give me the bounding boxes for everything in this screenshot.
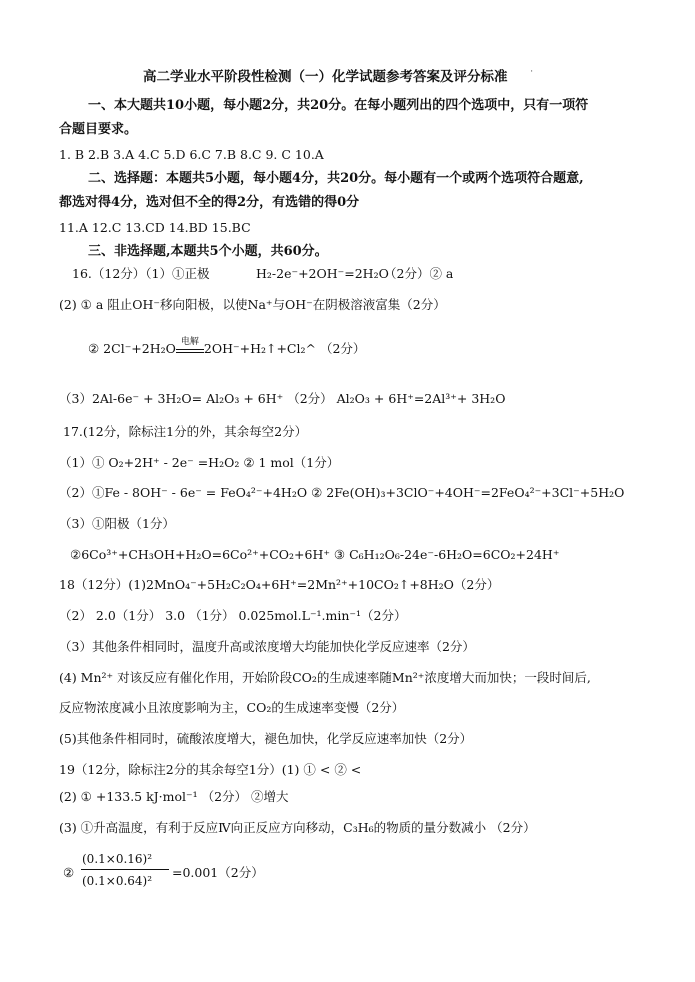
page-title: 高二学业水平阶段性检测（一）化学试题参考答案及评分标准 xyxy=(143,69,508,85)
q16-part2-a: (2) ① a 阻止OH⁻移向阳极，以使Na⁺与OH⁻在阴极溶液富集（2分） xyxy=(59,297,446,312)
q18-part1: 18（12分）(1)2MnO₄⁻+5H₂C₂O₄+6H⁺=2Mn²⁺+10CO₂↑+8H₂O（2分） xyxy=(59,577,500,592)
section2-answers: 11.A 12.C 13.CD 14.BD 15.BC xyxy=(59,220,251,235)
q16-part1-c: （2分）② a xyxy=(384,266,454,281)
q16-electrolysis-left: ② 2Cl⁻+2H₂O xyxy=(88,341,176,356)
fraction-numerator: (0.1×0.16)² xyxy=(82,852,153,866)
section1-line1: 一、本大题共10小题，每小题2分，共20分。在每小题列出的四个选项中，只有一项符 xyxy=(88,98,589,113)
q18-part5: (5)其他条件相同时，硫酸浓度增大，褪色加快，化学反应速率加快（2分） xyxy=(59,731,473,746)
q16-part1-a: 16.（12分）（1）①正极 xyxy=(72,266,210,281)
q17-header: 17.(12分，除标注1分的外，其余每空2分） xyxy=(63,424,308,439)
section1-answers: 1. B 2.B 3.A 4.C 5.D 6.C 7.B 8.C 9. C 10.A xyxy=(59,147,324,162)
q16-part3: （3）2Al-6e⁻ + 3H₂O= Al₂O₃ + 6H⁺ （2分） Al₂O₃ + 6H⁺=2Al³⁺+ 3H₂O xyxy=(59,391,506,406)
q18-part4-b: 反应物浓度减小且浓度影响为主，CO₂的生成速率变慢（2分） xyxy=(59,700,405,715)
corner-mark: ' xyxy=(531,70,533,77)
q17-part2: （2）①Fe - 8OH⁻ - 6e⁻ = FeO₄²⁻+4H₂O ② 2Fe(OH)₃+3ClO⁻+4OH⁻=2FeO₄²⁻+3Cl⁻+5H₂O xyxy=(59,485,625,500)
q16-part2-b xyxy=(88,336,366,357)
q19-part3-b-result: =0.001（2分） xyxy=(172,865,264,880)
q19-part3-b-mark: ② xyxy=(63,865,75,880)
section1-line2: 合题目要求。 xyxy=(59,122,138,137)
q16-electrolysis-right: 2OH⁻+H₂↑+Cl₂^ （2分） xyxy=(203,341,366,356)
q17-part1: （1）① O₂+2H⁺ - 2e⁻ =H₂O₂ ② 1 mol（1分） xyxy=(59,455,340,470)
q17-part3-b: ②6Co³⁺+CH₃OH+H₂O=6Co²⁺+CO₂+6H⁺ ③ C₆H₁₂O₆-24e⁻-6H₂O=6CO₂+24H⁺ xyxy=(70,547,560,562)
q19-part1: 19（12分，除标注2分的其余每空1分）(1) ① < ② < xyxy=(59,762,362,777)
q18-part4-a: (4) Mn²⁺ 对该反应有催化作用，开始阶段CO₂的生成速率随Mn²⁺浓度增大而加快；一段时间后, xyxy=(59,670,591,685)
fraction-bar xyxy=(81,869,169,870)
q19-part3-a: (3) ①升高温度，有利于反应Ⅳ向正反应方向移动，C₃H₆的物质的量分数减小 （2分） xyxy=(59,820,536,835)
section2-line1: 二、选择题：本题共5小题，每小题4分，共20分。每小题有一个或两个选项符合题意, xyxy=(88,171,584,186)
section2-line2: 都选对得4分，选对但不全的得2分，有选错的得0分 xyxy=(59,195,360,210)
electrolysis-condition: 电解 xyxy=(180,336,199,347)
q18-part2: （2） 2.0（1分） 3.0 （1分） 0.025mol.L⁻¹.min⁻¹（2分） xyxy=(59,608,407,623)
fraction-denominator: (0.1×0.64)² xyxy=(82,874,153,888)
electrolysis-arrow xyxy=(176,336,204,353)
q19-part2: (2) ① +133.5 kJ·mol⁻¹ （2分） ②增大 xyxy=(59,789,289,804)
q17-part3-a: （3）①阳极（1分） xyxy=(59,516,175,531)
q16-part1-b: H₂-2e⁻+2OH⁻=2H₂O xyxy=(256,266,389,281)
section3-heading: 三、非选择题,本题共5个小题，共60分。 xyxy=(88,244,328,259)
q18-part3: （3）其他条件相同时，温度升高或浓度增大均能加快化学反应速率（2分） xyxy=(59,639,475,654)
